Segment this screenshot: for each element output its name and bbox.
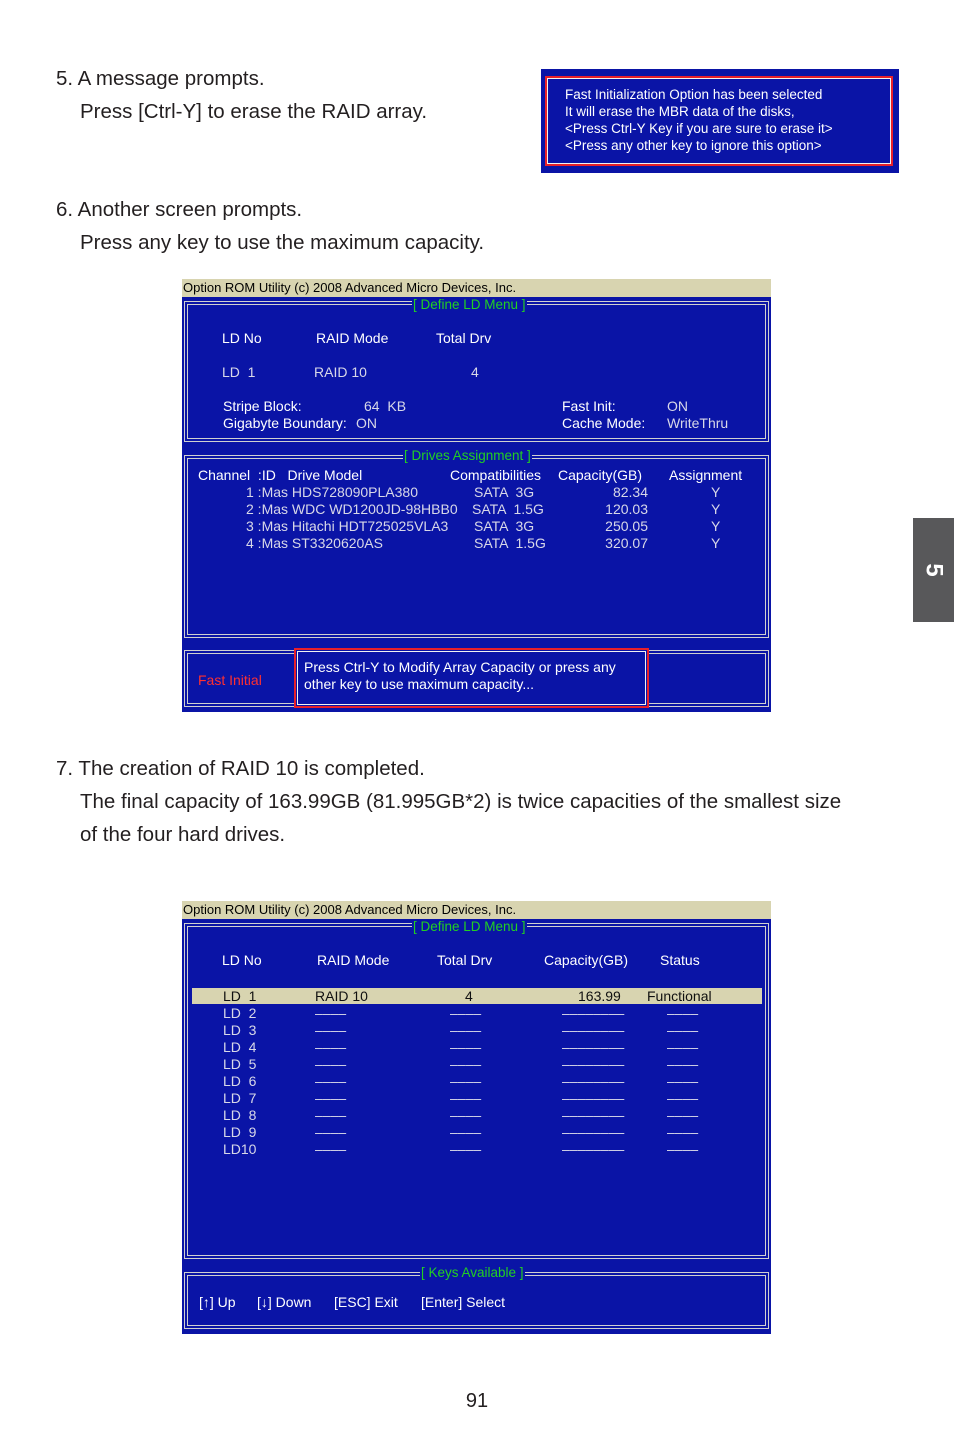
dialog-message xyxy=(565,86,833,154)
drive-capacity: 320.07 xyxy=(605,535,648,551)
capacity-cell: –––––––– xyxy=(562,1124,625,1140)
capacity-prompt-line-1: Press Ctrl-Y to Modify Array Capacity or press any xyxy=(304,659,616,675)
drive-assignment[interactable]: Y xyxy=(711,484,721,500)
cache-mode-label: Cache Mode: xyxy=(562,415,646,431)
ld-no-cell: LD 3 xyxy=(223,1022,257,1038)
status-cell: –––– xyxy=(667,1107,699,1123)
page-number: 91 xyxy=(465,1390,489,1412)
total-drv-cell: –––– xyxy=(450,1022,482,1038)
drive-id-model: 3 :Mas Hitachi HDT725025VLA3 xyxy=(246,518,449,534)
header-total-drv: Total Drv xyxy=(437,952,493,968)
total-drv-cell: –––– xyxy=(450,1073,482,1089)
drive-assignment[interactable]: Y xyxy=(711,535,721,551)
step-7 xyxy=(56,752,841,851)
step-7-description-cont: of the four hard drives. xyxy=(80,823,286,846)
drives-header-capacity: Capacity(GB) xyxy=(558,467,643,483)
screen-title-bar: Option ROM Utility (c) 2008 Advanced Micro Devices, Inc. xyxy=(182,279,771,297)
fast-init-value[interactable]: ON xyxy=(667,398,688,414)
total-drv-cell: 4 xyxy=(465,988,473,1004)
stripe-block-label: Stripe Block: xyxy=(223,398,302,414)
ld-no-cell: LD 6 xyxy=(223,1073,257,1089)
define-ld-legend: [ Define LD Menu ] xyxy=(413,919,526,934)
status-cell: –––– xyxy=(667,1005,699,1021)
define-ld-screen xyxy=(182,279,771,712)
drive-id-model: 1 :Mas HDS728090PLA380 xyxy=(246,484,418,500)
key-esc-hint: [ESC] Exit xyxy=(334,1294,398,1310)
drive-assignment[interactable]: Y xyxy=(711,501,721,517)
capacity-cell: –––––––– xyxy=(562,1090,625,1106)
key-up-hint: [↑] Up xyxy=(199,1294,236,1310)
ld-no-cell: LD 7 xyxy=(223,1090,257,1106)
status-cell: –––– xyxy=(667,1073,699,1089)
drive-capacity: 250.05 xyxy=(605,518,648,534)
total-drv-cell: –––– xyxy=(450,1124,482,1140)
step-5-instruction: Press [Ctrl-Y] to erase the RAID array. xyxy=(80,100,428,123)
key-enter-hint: [Enter] Select xyxy=(421,1294,506,1310)
ld-no-cell: LD 9 xyxy=(223,1124,257,1140)
total-drv-cell: –––– xyxy=(450,1056,482,1072)
dialog-line-2: It will erase the MBR data of the disks, xyxy=(565,104,795,119)
step-7-description: The final capacity of 163.99GB (81.995GB*2) is twice capacities of the smallest size xyxy=(80,790,842,813)
capacity-cell: –––––––– xyxy=(562,1005,625,1021)
status-cell: –––– xyxy=(667,1039,699,1055)
raid-mode-cell: –––– xyxy=(315,1005,347,1021)
status-cell: –––– xyxy=(667,1141,699,1157)
stripe-block-value[interactable]: 64 KB xyxy=(364,398,407,414)
capacity-cell: –––––––– xyxy=(562,1056,625,1072)
header-status: Status xyxy=(660,952,700,968)
drive-assignment[interactable]: Y xyxy=(711,518,721,534)
raid-mode-cell: –––– xyxy=(315,1107,347,1123)
total-drv-cell: –––– xyxy=(450,1141,482,1157)
status-cell: –––– xyxy=(667,1124,699,1140)
status-cell: –––– xyxy=(667,1022,699,1038)
header-raid-mode: RAID Mode xyxy=(316,330,389,346)
capacity-prompt-line-2: other key to use maximum capacity... xyxy=(304,676,535,692)
ld-no-cell: LD 2 xyxy=(223,1005,257,1021)
drive-compat: SATA 1.5G xyxy=(472,501,544,517)
header-ld-no: LD No xyxy=(222,330,262,346)
raid-mode-cell: –––– xyxy=(315,1056,347,1072)
key-down-hint: [↓] Down xyxy=(257,1294,312,1310)
drive-capacity: 120.03 xyxy=(605,501,648,517)
capacity-cell: –––––––– xyxy=(562,1073,625,1089)
raid-mode-cell: RAID 10 xyxy=(315,988,368,1004)
capacity-cell: 163.99 xyxy=(578,988,621,1004)
dialog-line-4: <Press any other key to ignore this option> xyxy=(565,138,822,153)
header-total-drv: Total Drv xyxy=(436,330,492,346)
raid-mode-cell: –––– xyxy=(315,1039,347,1055)
raid-mode-cell: –––– xyxy=(315,1090,347,1106)
cache-mode-value[interactable]: WriteThru xyxy=(667,415,729,431)
dialog-line-3: <Press Ctrl-Y Key if you are sure to erase it> xyxy=(565,121,833,136)
gigabyte-boundary-label: Gigabyte Boundary: xyxy=(223,415,347,431)
capacity-cell: –––––––– xyxy=(562,1107,625,1123)
raid-mode-cell: –––– xyxy=(315,1022,347,1038)
capacity-cell: –––––––– xyxy=(562,1141,625,1157)
total-drv-cell: –––– xyxy=(450,1005,482,1021)
status-cell: –––– xyxy=(667,1056,699,1072)
fast-initial-label: Fast Initial xyxy=(198,672,262,688)
dialog-line-1: Fast Initialization Option has been selected xyxy=(565,87,823,102)
step-6-instruction: Press any key to use the maximum capacity. xyxy=(80,231,485,254)
drive-compat: SATA 3G xyxy=(474,518,535,534)
drives-header-channel: Channel :ID Drive Model xyxy=(198,467,363,483)
header-raid-mode: RAID Mode xyxy=(317,952,390,968)
screen-title-bar: Option ROM Utility (c) 2008 Advanced Micro Devices, Inc. xyxy=(182,901,771,919)
ld-no-cell: LD10 xyxy=(223,1141,257,1157)
ld-no-cell: LD 1 xyxy=(223,988,257,1004)
fast-init-label: Fast Init: xyxy=(562,398,616,414)
drives-header-compat: Compatibilities xyxy=(450,467,542,483)
drives-header-assignment: Assignment xyxy=(669,467,743,483)
chapter-number: 5 xyxy=(920,563,948,577)
raid-mode-cell: –––– xyxy=(315,1124,347,1140)
drives-assignment-legend: [ Drives Assignment ] xyxy=(404,448,531,463)
total-drv-cell: –––– xyxy=(450,1090,482,1106)
step-7-title: 7. The creation of RAID 10 is completed. xyxy=(56,757,425,780)
drive-compat: SATA 1.5G xyxy=(474,535,546,551)
total-drv-cell: –––– xyxy=(450,1107,482,1123)
raid-mode-cell: –––– xyxy=(315,1141,347,1157)
gigabyte-boundary-value[interactable]: ON xyxy=(356,415,377,431)
ld-no-cell: LD 8 xyxy=(223,1107,257,1123)
status-cell: –––– xyxy=(667,1090,699,1106)
total-drv-value[interactable]: 4 xyxy=(471,364,479,380)
header-ld-no: LD No xyxy=(222,952,262,968)
step-6-title: 6. Another screen prompts. xyxy=(56,198,303,221)
chapter-tab xyxy=(913,518,954,622)
step-5 xyxy=(56,62,427,128)
drive-id-model: 4 :Mas ST3320620AS xyxy=(246,535,383,551)
ld-no-cell: LD 4 xyxy=(223,1039,257,1055)
define-ld-legend: [ Define LD Menu ] xyxy=(413,297,526,312)
raid-mode-cell: –––– xyxy=(315,1073,347,1089)
total-drv-cell: –––– xyxy=(450,1039,482,1055)
capacity-cell: –––––––– xyxy=(562,1022,625,1038)
header-capacity: Capacity(GB) xyxy=(544,952,629,968)
step-5-title: 5. A message prompts. xyxy=(56,67,265,90)
ld-list-screen xyxy=(182,901,771,1334)
drive-compat: SATA 3G xyxy=(474,484,535,500)
ld-no-value[interactable]: LD 1 xyxy=(222,364,256,380)
status-cell: Functional xyxy=(647,988,712,1004)
keys-available-legend: [ Keys Available ] xyxy=(421,1265,524,1280)
drive-capacity: 82.34 xyxy=(612,484,648,500)
drive-id-model: 2 :Mas WDC WD1200JD-98HBB0 xyxy=(246,501,458,517)
erase-confirm-dialog xyxy=(541,69,899,173)
ld-no-cell: LD 5 xyxy=(223,1056,257,1072)
raid-mode-value[interactable]: RAID 10 xyxy=(314,364,367,380)
capacity-cell: –––––––– xyxy=(562,1039,625,1055)
step-6 xyxy=(56,193,484,259)
